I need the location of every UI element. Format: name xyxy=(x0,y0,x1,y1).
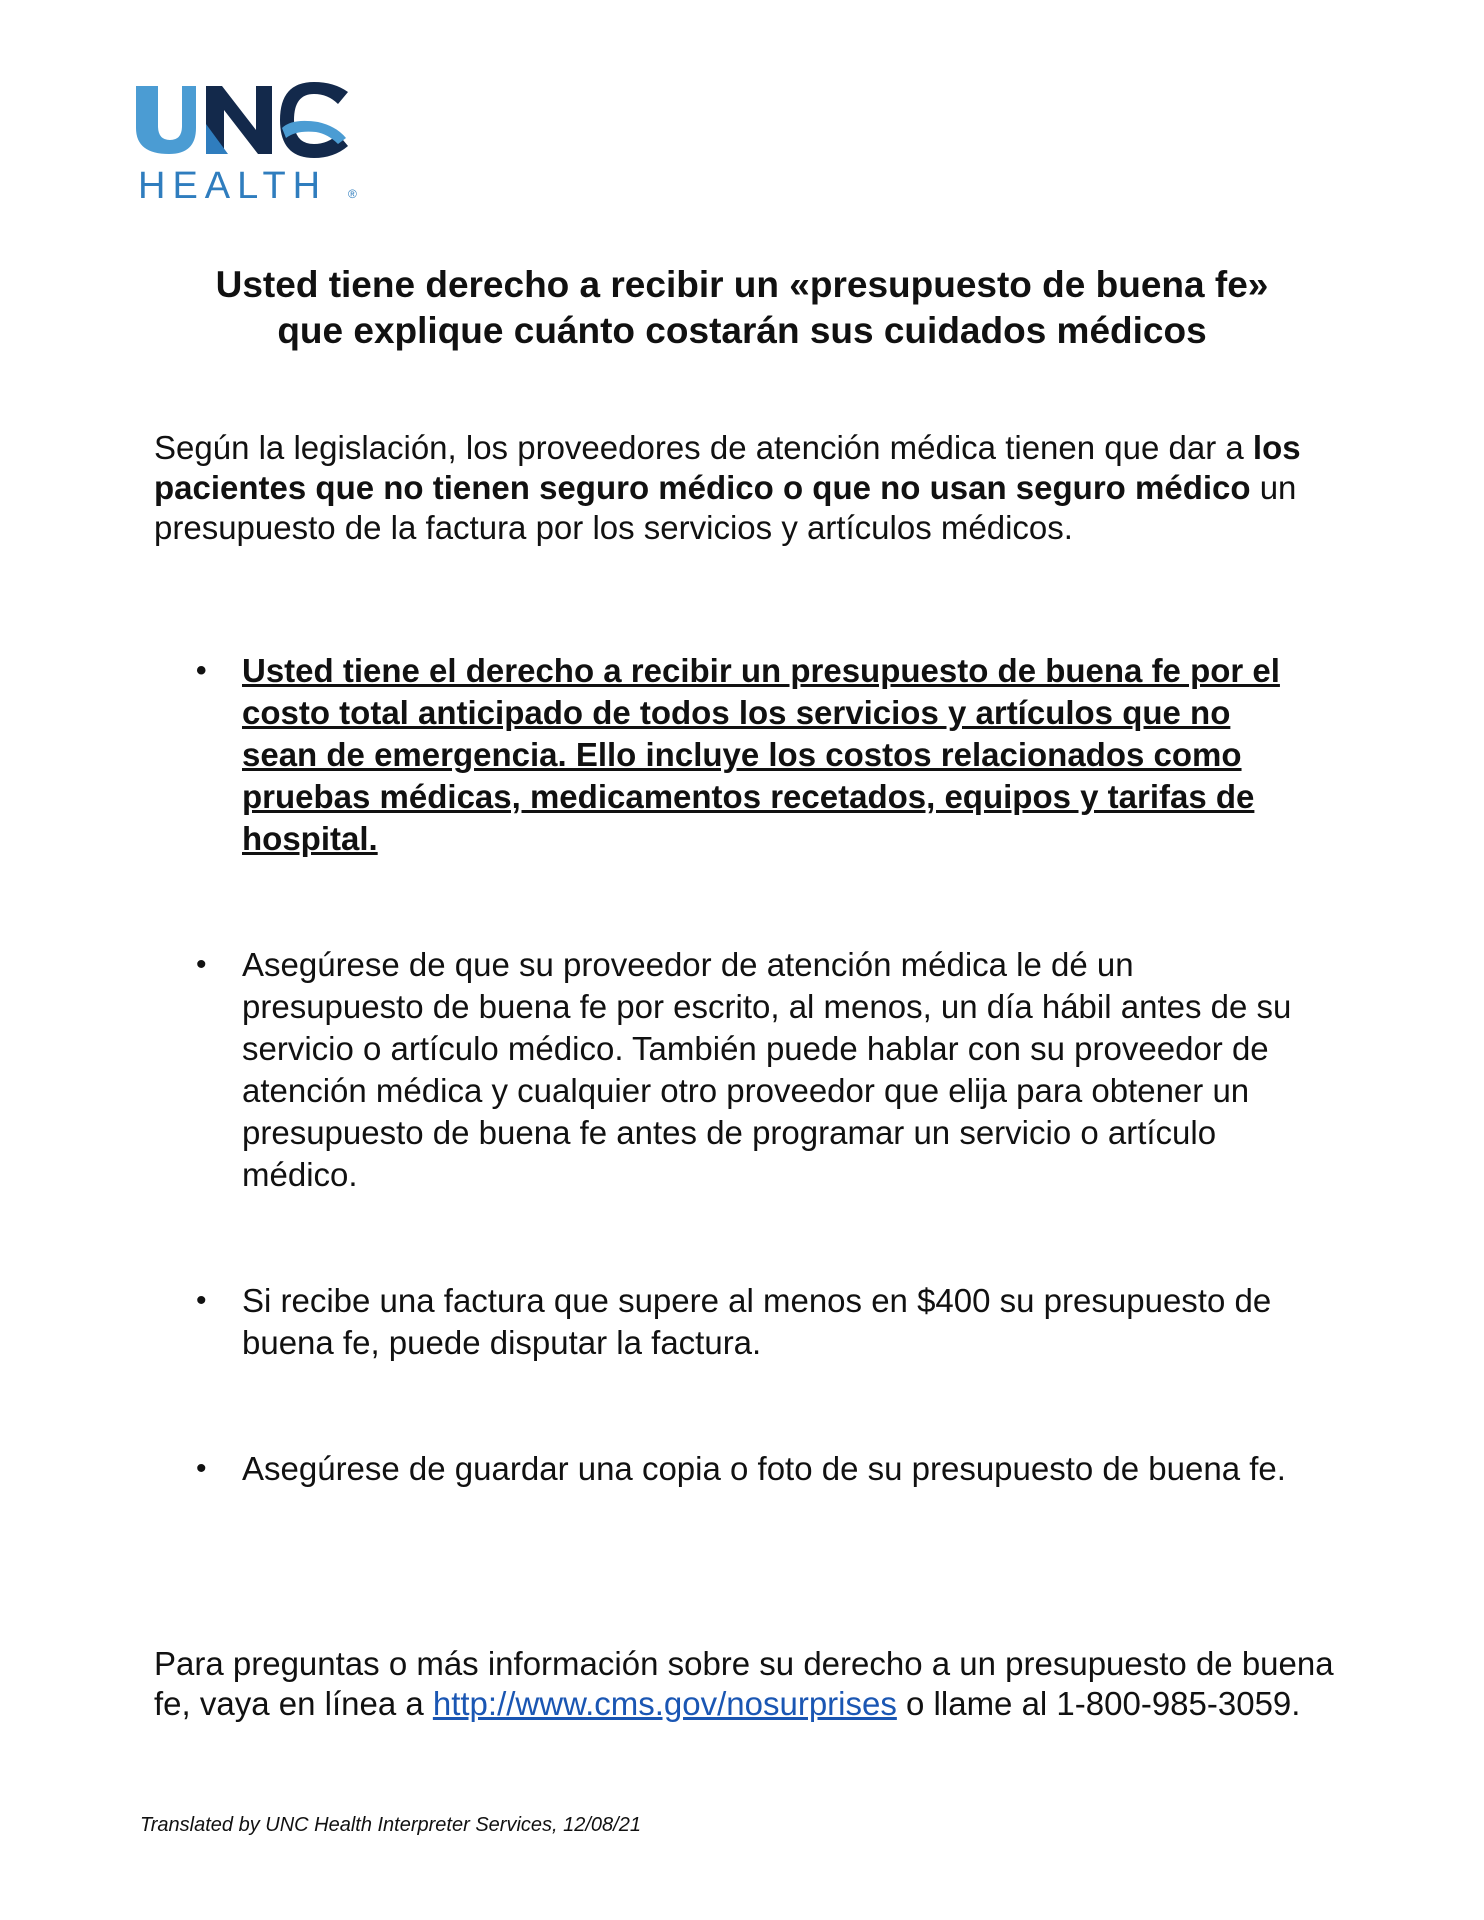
bullet-written-estimate: • Asegúrese de que su proveedor de atención médica le dé un presupuesto de buena fe por escrito, al menos, un día hábil antes de su servicio o artículo médico. También puede hablar con su proveedor de atención médica y cualquier otro proveedor que elija para obtener un presupuesto de buena fe antes de programar un servicio o artículo médico. xyxy=(242,944,1322,1196)
cms-link[interactable]: http://www.cms.gov/nosurprises xyxy=(432,1685,897,1722)
contact-paragraph xyxy=(154,1644,1334,1724)
contact-text-end: o llame al 1-800-985-3059. xyxy=(896,1685,1301,1722)
bullet-right-to-estimate: • Usted tiene el derecho a recibir un presupuesto de buena fe por el costo total anticipado de todos los servicios y artículos que no sean de emergencia. Ello incluye los costos relacionados como pruebas médicas, medicamentos recetados, equipos y tarifas de hospital. xyxy=(242,650,1282,860)
intro-text-end: un presupuesto de la factura por los servicios y artículos médicos. xyxy=(154,469,1297,546)
unc-health-logo xyxy=(132,82,362,208)
logo-health-text: HEALTH xyxy=(138,165,328,207)
title-line-1: Usted tiene derecho a recibir un «presupuesto de buena fe» xyxy=(215,264,1269,305)
contact-text-start: Para preguntas o más información sobre su derecho a un presupuesto de buena fe, vaya en línea a xyxy=(154,1645,1334,1722)
page-title xyxy=(100,262,1384,354)
bullet-dispute-bill: • Si recibe una factura que supere al menos en $400 su presupuesto de buena fe, puede disputar la factura. xyxy=(242,1280,1352,1364)
intro-paragraph xyxy=(154,428,1334,548)
title-line-2: que explique cuánto costarán sus cuidados médicos xyxy=(277,310,1207,351)
intro-bold-text: los pacientes que no tienen seguro médico o que no usan seguro médico xyxy=(154,429,1301,506)
bullet-keep-copy: • Asegúrese de guardar una copia o foto de su presupuesto de buena fe. xyxy=(242,1448,1342,1490)
translation-footer: Translated by UNC Health Interpreter Services, 12/08/21 xyxy=(140,1814,641,1836)
intro-text-start: Según la legislación, los proveedores de atención médica tienen que dar a xyxy=(154,429,1253,466)
logo-registered-mark: ® xyxy=(348,187,357,201)
